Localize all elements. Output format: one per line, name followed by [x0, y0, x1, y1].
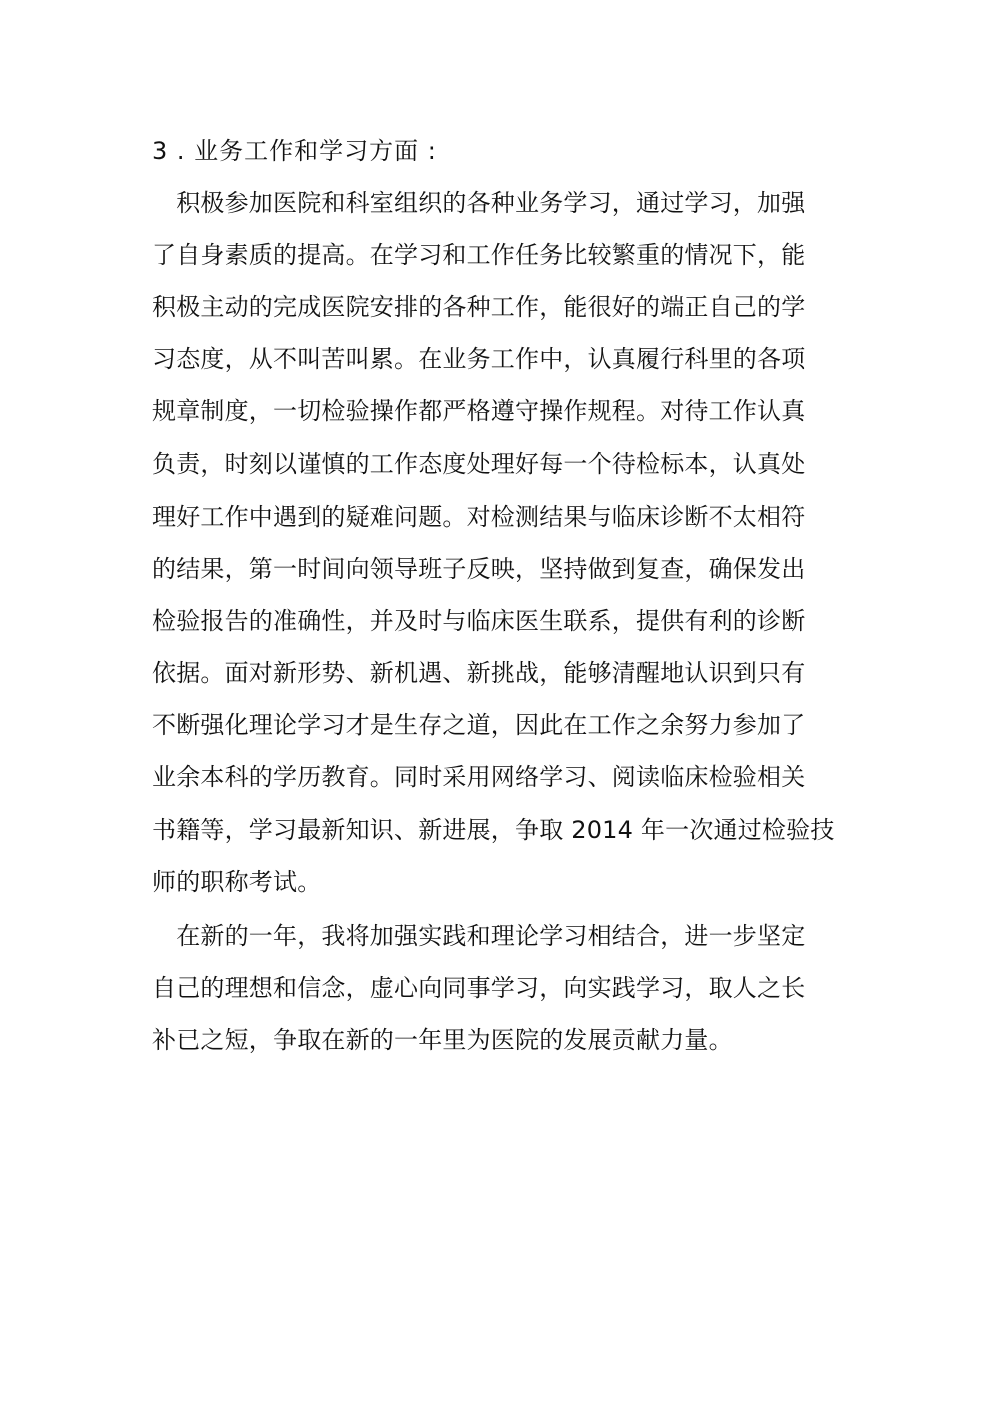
text-line: 书籍等，学习最新知识、新进展，争取 2014 年一次通过检验技: [152, 816, 835, 844]
text-line: 师的职称考试。: [152, 868, 322, 896]
text-line: 业余本科的学历教育。同时采用网络学习、阅读临床检验相关: [152, 763, 806, 791]
text-line: 理好工作中遇到的疑难问题。对检测结果与临床诊断不太相符: [152, 503, 806, 531]
text-line: 检验报告的准确性，并及时与临床医生联系，提供有利的诊断: [152, 607, 806, 635]
text-line: 了自身素质的提高。在学习和工作任务比较繁重的情况下，能: [152, 241, 806, 269]
text-line: 规章制度，一切检验操作都严格遵守操作规程。对待工作认真: [152, 397, 806, 425]
section-heading: 3 . 业务工作和学习方面 :: [152, 137, 437, 165]
text-line: 不断强化理论学习才是生存之道，因此在工作之余努力参加了: [152, 711, 806, 739]
text-line: 依据。面对新形势、新机遇、新挑战，能够清醒地认识到只有: [152, 659, 806, 687]
text-line: 习态度，从不叫苦叫累。在业务工作中，认真履行科里的各项: [152, 345, 806, 373]
text-line: 在新的一年，我将加强实践和理论学习相结合，进一步坚定: [152, 922, 806, 950]
text-line: 负责，时刻以谨慎的工作态度处理好每一个待检标本，认真处: [152, 450, 806, 478]
text-line: 补已之短，争取在新的一年里为医院的发展贡献力量。: [152, 1026, 733, 1054]
text-line: 的结果，第一时间向领导班子反映，坚持做到复查，确保发出: [152, 555, 806, 583]
text-line: 积极参加医院和科室组织的各种业务学习，通过学习，加强: [152, 189, 806, 217]
text-line: 自己的理想和信念，虚心向同事学习，向实践学习，取人之长: [152, 974, 806, 1002]
text-line: 积极主动的完成医院安排的各种工作，能很好的端正自己的学: [152, 293, 806, 321]
